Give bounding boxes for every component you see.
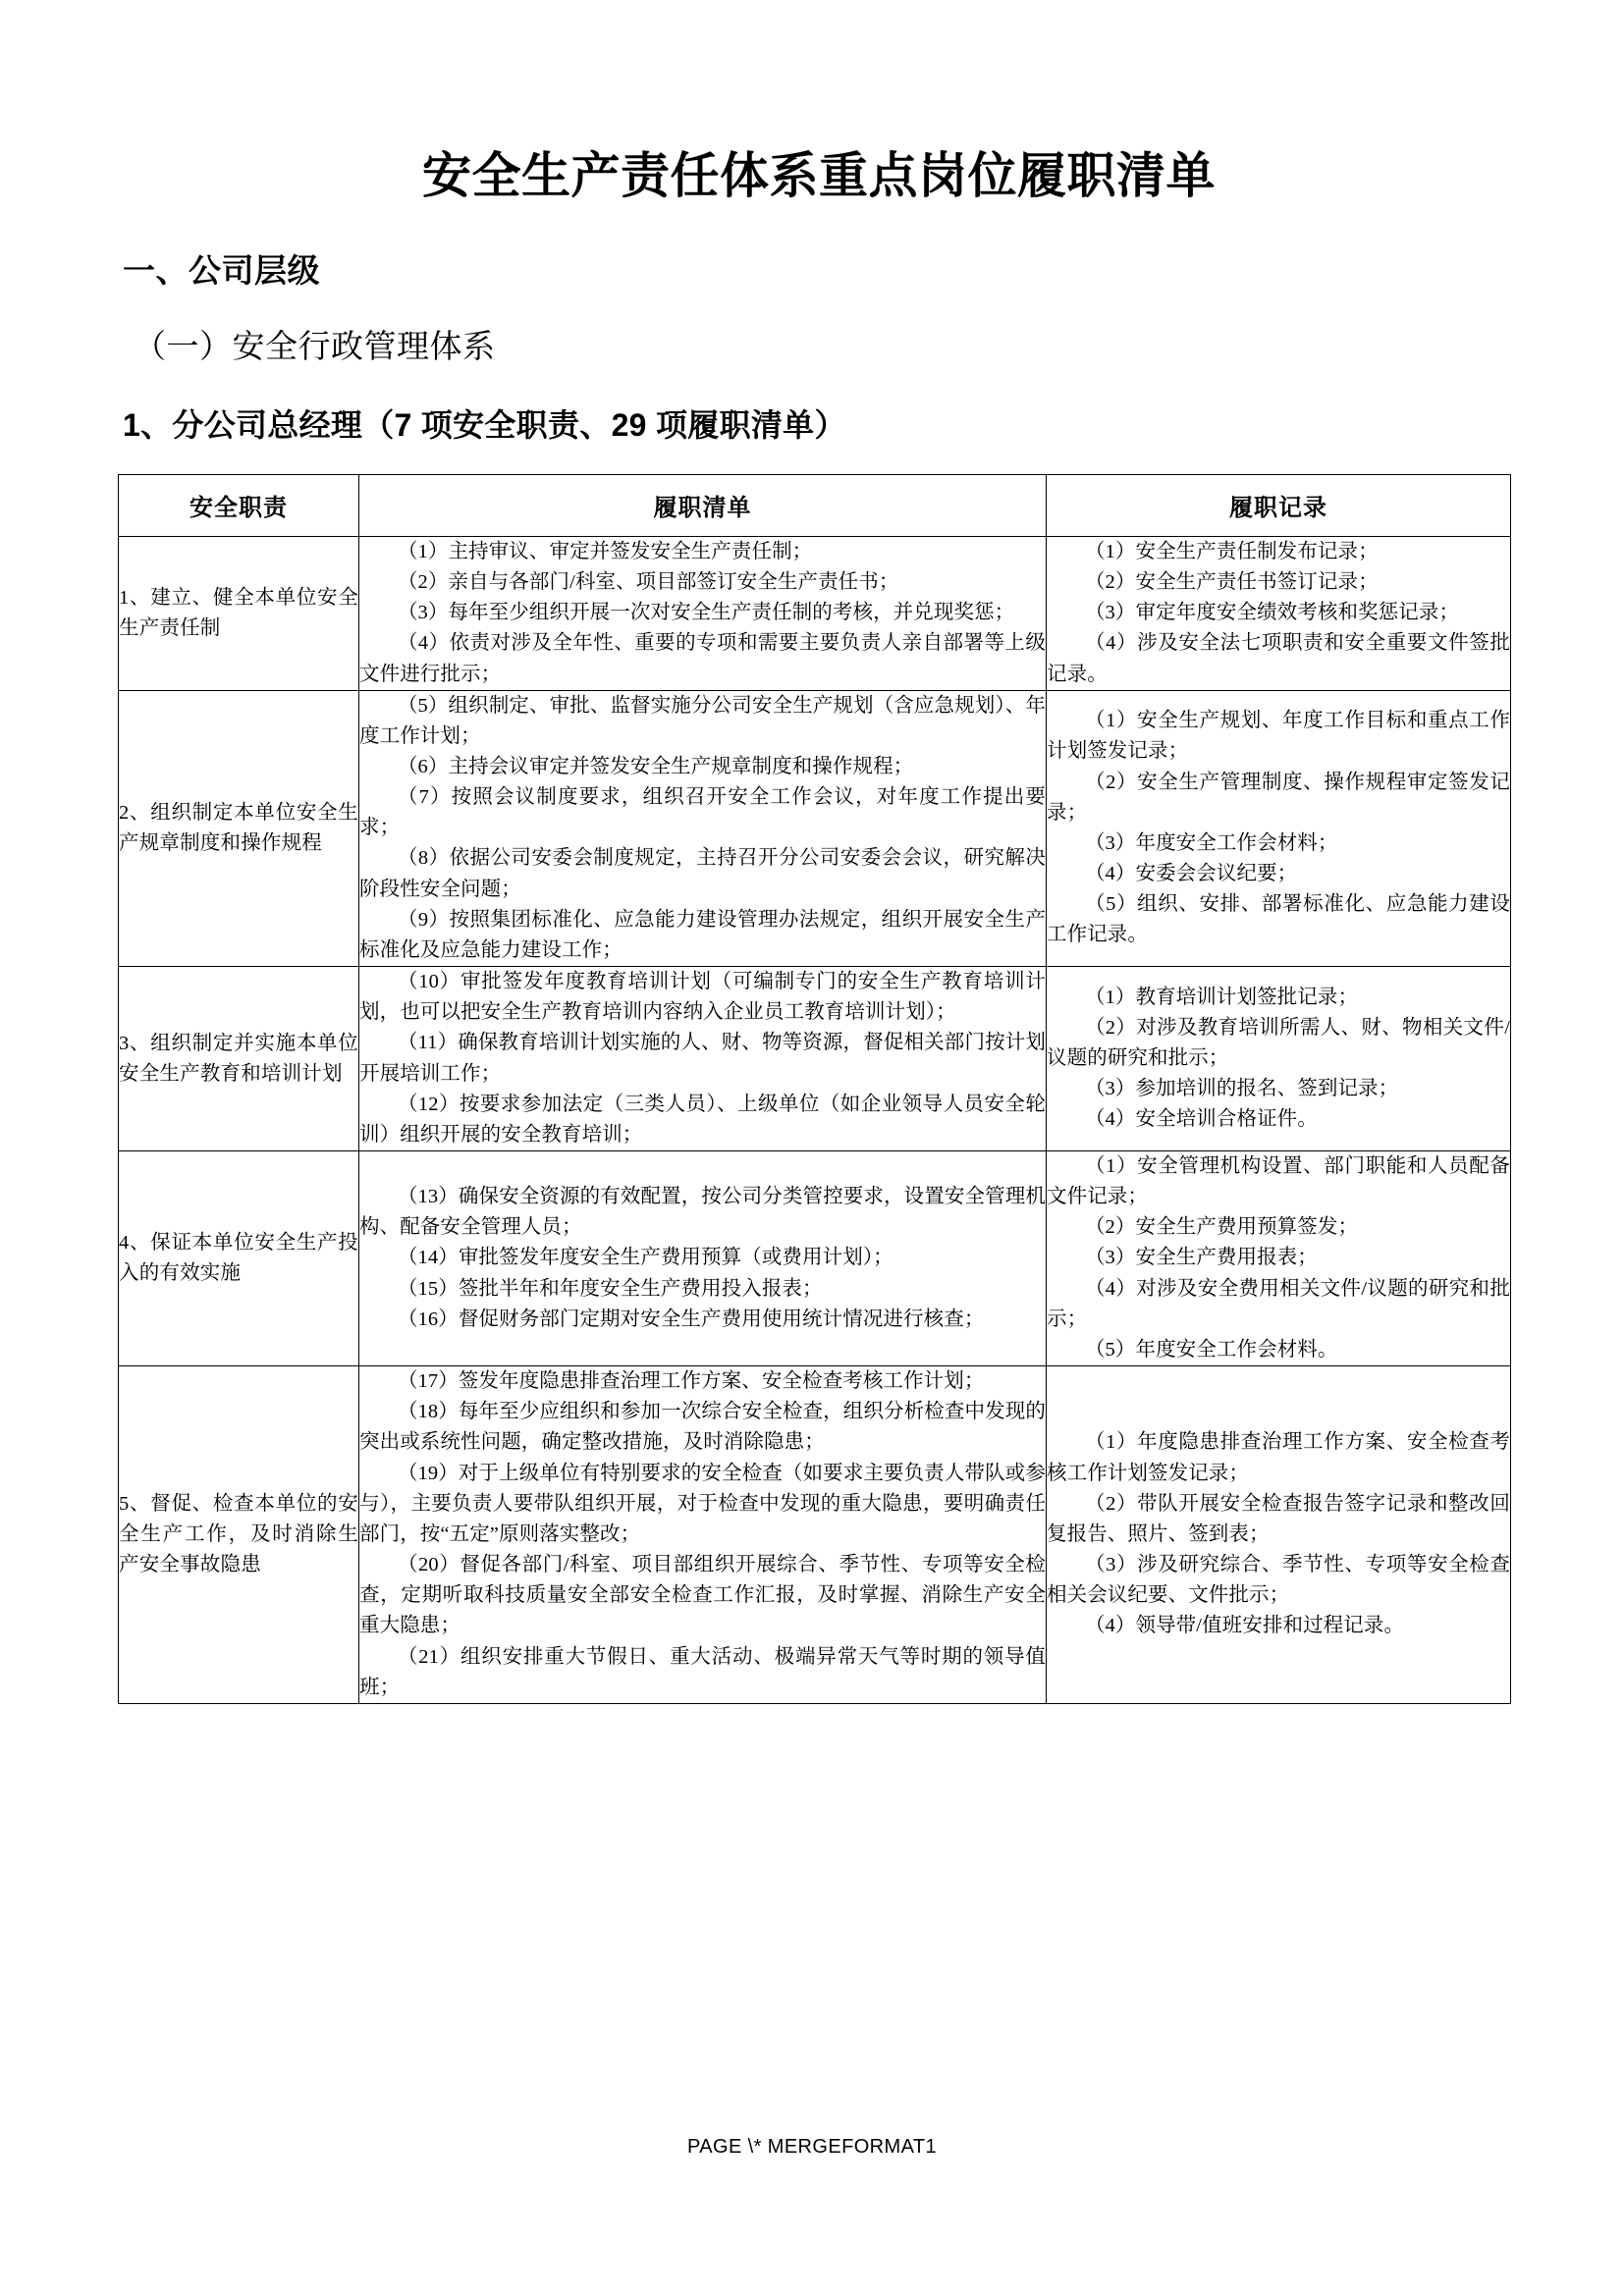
page-footer: PAGE \* MERGEFORMAT1: [687, 2136, 937, 2158]
record-item: （4）领导带/值班安排和过程记录。: [1084, 1615, 1405, 1637]
section-heading: 一、公司层级: [123, 251, 320, 289]
checklist-item: （18）每年至少应组织和参加一次综合安全检查，组织分析检查中发现的突出或系统性问题，确定整改措施，及时消除隐患；: [359, 1401, 1046, 1454]
checklist-item: （21）组织安排重大节假日、重大活动、极端异常天气等时期的领导值班；: [359, 1645, 1046, 1698]
checklist-item: （7）按照会议制度要求，组织召开安全工作会议，对年度工作提出要求；: [359, 786, 1046, 839]
record-item: （3）审定年度安全绩效考核和奖惩记录；: [1084, 602, 1460, 624]
column-header-record: 履职记录: [1047, 474, 1511, 536]
duty-cell: [119, 536, 359, 690]
record-item: （1）安全生产规划、年度工作目标和重点工作计划签发记录；: [1047, 710, 1510, 763]
duty-checklist-table: [118, 474, 1511, 1704]
record-item: （2）安全生产管理制度、操作规程审定签发记录；: [1047, 771, 1510, 824]
record-item: （3）涉及研究综合、季节性、专项等安全检查相关会议纪要、文件批示；: [1047, 1554, 1510, 1607]
table-heading: 1、分公司总经理（7 项安全职责、29 项履职清单）: [123, 407, 846, 444]
checklist-item: （20）督促各部门/科室、项目部组织开展综合、季节性、专项等安全检查，定期听取科技质量安全部安全检查工作汇报，及时掌握、消除生产安全重大隐患；: [359, 1554, 1046, 1637]
column-header-checklist: 履职清单: [359, 474, 1047, 536]
duty-text: 4、保证本单位安全生产投入的有效实施: [119, 1232, 358, 1285]
record-item: （4）安委会会议纪要；: [1084, 863, 1298, 885]
checklist-cell: [359, 1151, 1047, 1366]
record-item: （1）教育培训计划签批记录；: [1084, 986, 1359, 1008]
checklist-item: （10）审批签发年度教育培训计划（可编制专门的安全生产教育培训计划，也可以把安全生产教育培训内容纳入企业员工教育培训计划）；: [359, 971, 1046, 1024]
table-row: [119, 536, 1511, 690]
record-item: （3）参加培训的报名、签到记录；: [1084, 1078, 1399, 1100]
checklist-item: （15）签批半年和年度安全生产费用投入报表；: [397, 1277, 823, 1300]
duty-text: 3、组织制定并实施本单位安全生产教育和培训计划: [119, 1032, 358, 1085]
record-cell: [1047, 536, 1511, 690]
record-item: （2）安全生产费用预算签发；: [1084, 1216, 1359, 1239]
record-item: （2）带队开展安全检查报告签字记录和整改回复报告、照片、签到表；: [1047, 1492, 1510, 1545]
table-header-row: [119, 474, 1511, 536]
checklist-cell: [359, 690, 1047, 966]
checklist-item: （13）确保安全资源的有效配置，按公司分类管控要求，设置安全管理机构、配备安全管理人员；: [359, 1186, 1046, 1239]
checklist-cell: [359, 967, 1047, 1151]
record-item: （4）安全培训合格证件。: [1084, 1108, 1318, 1131]
duty-cell: [119, 690, 359, 966]
record-cell: [1047, 690, 1511, 966]
checklist-item: （4）依责对涉及全年性、重要的专项和需要主要负责人亲自部署等上级文件进行批示；: [359, 632, 1046, 685]
table-row: [119, 690, 1511, 966]
checklist-item: （9）按照集团标准化、应急能力建设管理办法规定，组织开展安全生产标准化及应急能力建设工作；: [359, 908, 1046, 961]
duty-cell: [119, 967, 359, 1151]
checklist-item: （11）确保教育培训计划实施的人、财、物等资源，督促相关部门按计划开展培训工作；: [359, 1032, 1046, 1085]
record-item: （1）安全管理机构设置、部门职能和人员配备文件记录；: [1047, 1155, 1510, 1208]
column-header-duty: 安全职责: [119, 474, 359, 536]
table-row: [119, 967, 1511, 1151]
checklist-item: （5）组织制定、审批、监督实施分公司安全生产规划（含应急规划）、年度工作计划；: [359, 694, 1046, 747]
checklist-item: （12）按要求参加法定（三类人员）、上级单位（如企业领导人员安全轮训）组织开展的安全教育培训；: [359, 1093, 1046, 1146]
document-body: [116, 0, 1522, 1704]
page-title: 安全生产责任体系重点岗位履职清单: [422, 148, 1216, 203]
duty-text: 5、督促、检查本单位的安全生产工作，及时消除生产安全事故隐患: [119, 1493, 358, 1575]
table-row: [119, 1151, 1511, 1366]
duty-cell: [119, 1151, 359, 1366]
checklist-item: （16）督促财务部门定期对安全生产费用使用统计情况进行核查；: [397, 1308, 985, 1330]
checklist-item: （1）主持审议、审定并签发安全生产责任制；: [397, 540, 813, 562]
checklist-cell: [359, 1366, 1047, 1704]
record-item: （1）年度隐患排查治理工作方案、安全检查考核工作计划签发记录；: [1047, 1431, 1510, 1484]
record-cell: [1047, 967, 1511, 1151]
record-cell: [1047, 1151, 1511, 1366]
checklist-item: （14）审批签发年度安全生产费用预算（或费用计划）；: [397, 1247, 893, 1269]
checklist-item: （3）每年至少组织开展一次对安全生产责任制的考核，并兑现奖惩；: [397, 602, 1015, 624]
record-item: （1）安全生产责任制发布记录；: [1084, 540, 1379, 562]
record-item: （4）涉及安全法七项职责和安全重要文件签批记录。: [1047, 632, 1510, 685]
duty-text: 1、建立、健全本单位安全生产责任制: [119, 587, 358, 639]
table-body: [119, 536, 1511, 1703]
record-cell: [1047, 1366, 1511, 1704]
duty-cell: [119, 1366, 359, 1704]
checklist-cell: [359, 536, 1047, 690]
record-item: （4）对涉及安全费用相关文件/议题的研究和批示；: [1047, 1277, 1510, 1330]
table-header: [119, 474, 1511, 536]
record-item: （5）组织、安排、部署标准化、应急能力建设工作记录。: [1047, 893, 1510, 946]
checklist-item: （6）主持会议审定并签发安全生产规章制度和操作规程；: [397, 755, 914, 777]
checklist-item: （8）依据公司安委会制度规定，主持召开分公司安委会会议，研究解决阶段性安全问题；: [359, 847, 1046, 900]
record-item: （2）对涉及教育培训所需人、财、物相关文件/议题的研究和批示；: [1047, 1016, 1510, 1069]
table-row: [119, 1366, 1511, 1704]
record-item: （2）安全生产责任书签订记录；: [1084, 571, 1379, 594]
record-item: （3）安全生产费用报表；: [1084, 1247, 1318, 1269]
record-item: （5）年度安全工作会材料。: [1084, 1338, 1338, 1361]
record-item: （3）年度安全工作会材料；: [1084, 831, 1338, 854]
checklist-item: （2）亲自与各部门/科室、项目部签订安全生产责任书；: [397, 571, 899, 594]
checklist-item: （19）对于上级单位有特别要求的安全检查（如要求主要负责人带队或参与），主要负责人要带队组织开展，对于检查中发现的重大隐患，要明确责任部门，按“五定”原则落实整改；: [359, 1462, 1046, 1545]
duty-text: 2、组织制定本单位安全生产规章制度和操作规程: [119, 802, 358, 854]
checklist-item: （17）签发年度隐患排查治理工作方案、安全检查考核工作计划；: [397, 1370, 985, 1393]
subsection-heading: （一）安全行政管理体系: [134, 330, 496, 366]
